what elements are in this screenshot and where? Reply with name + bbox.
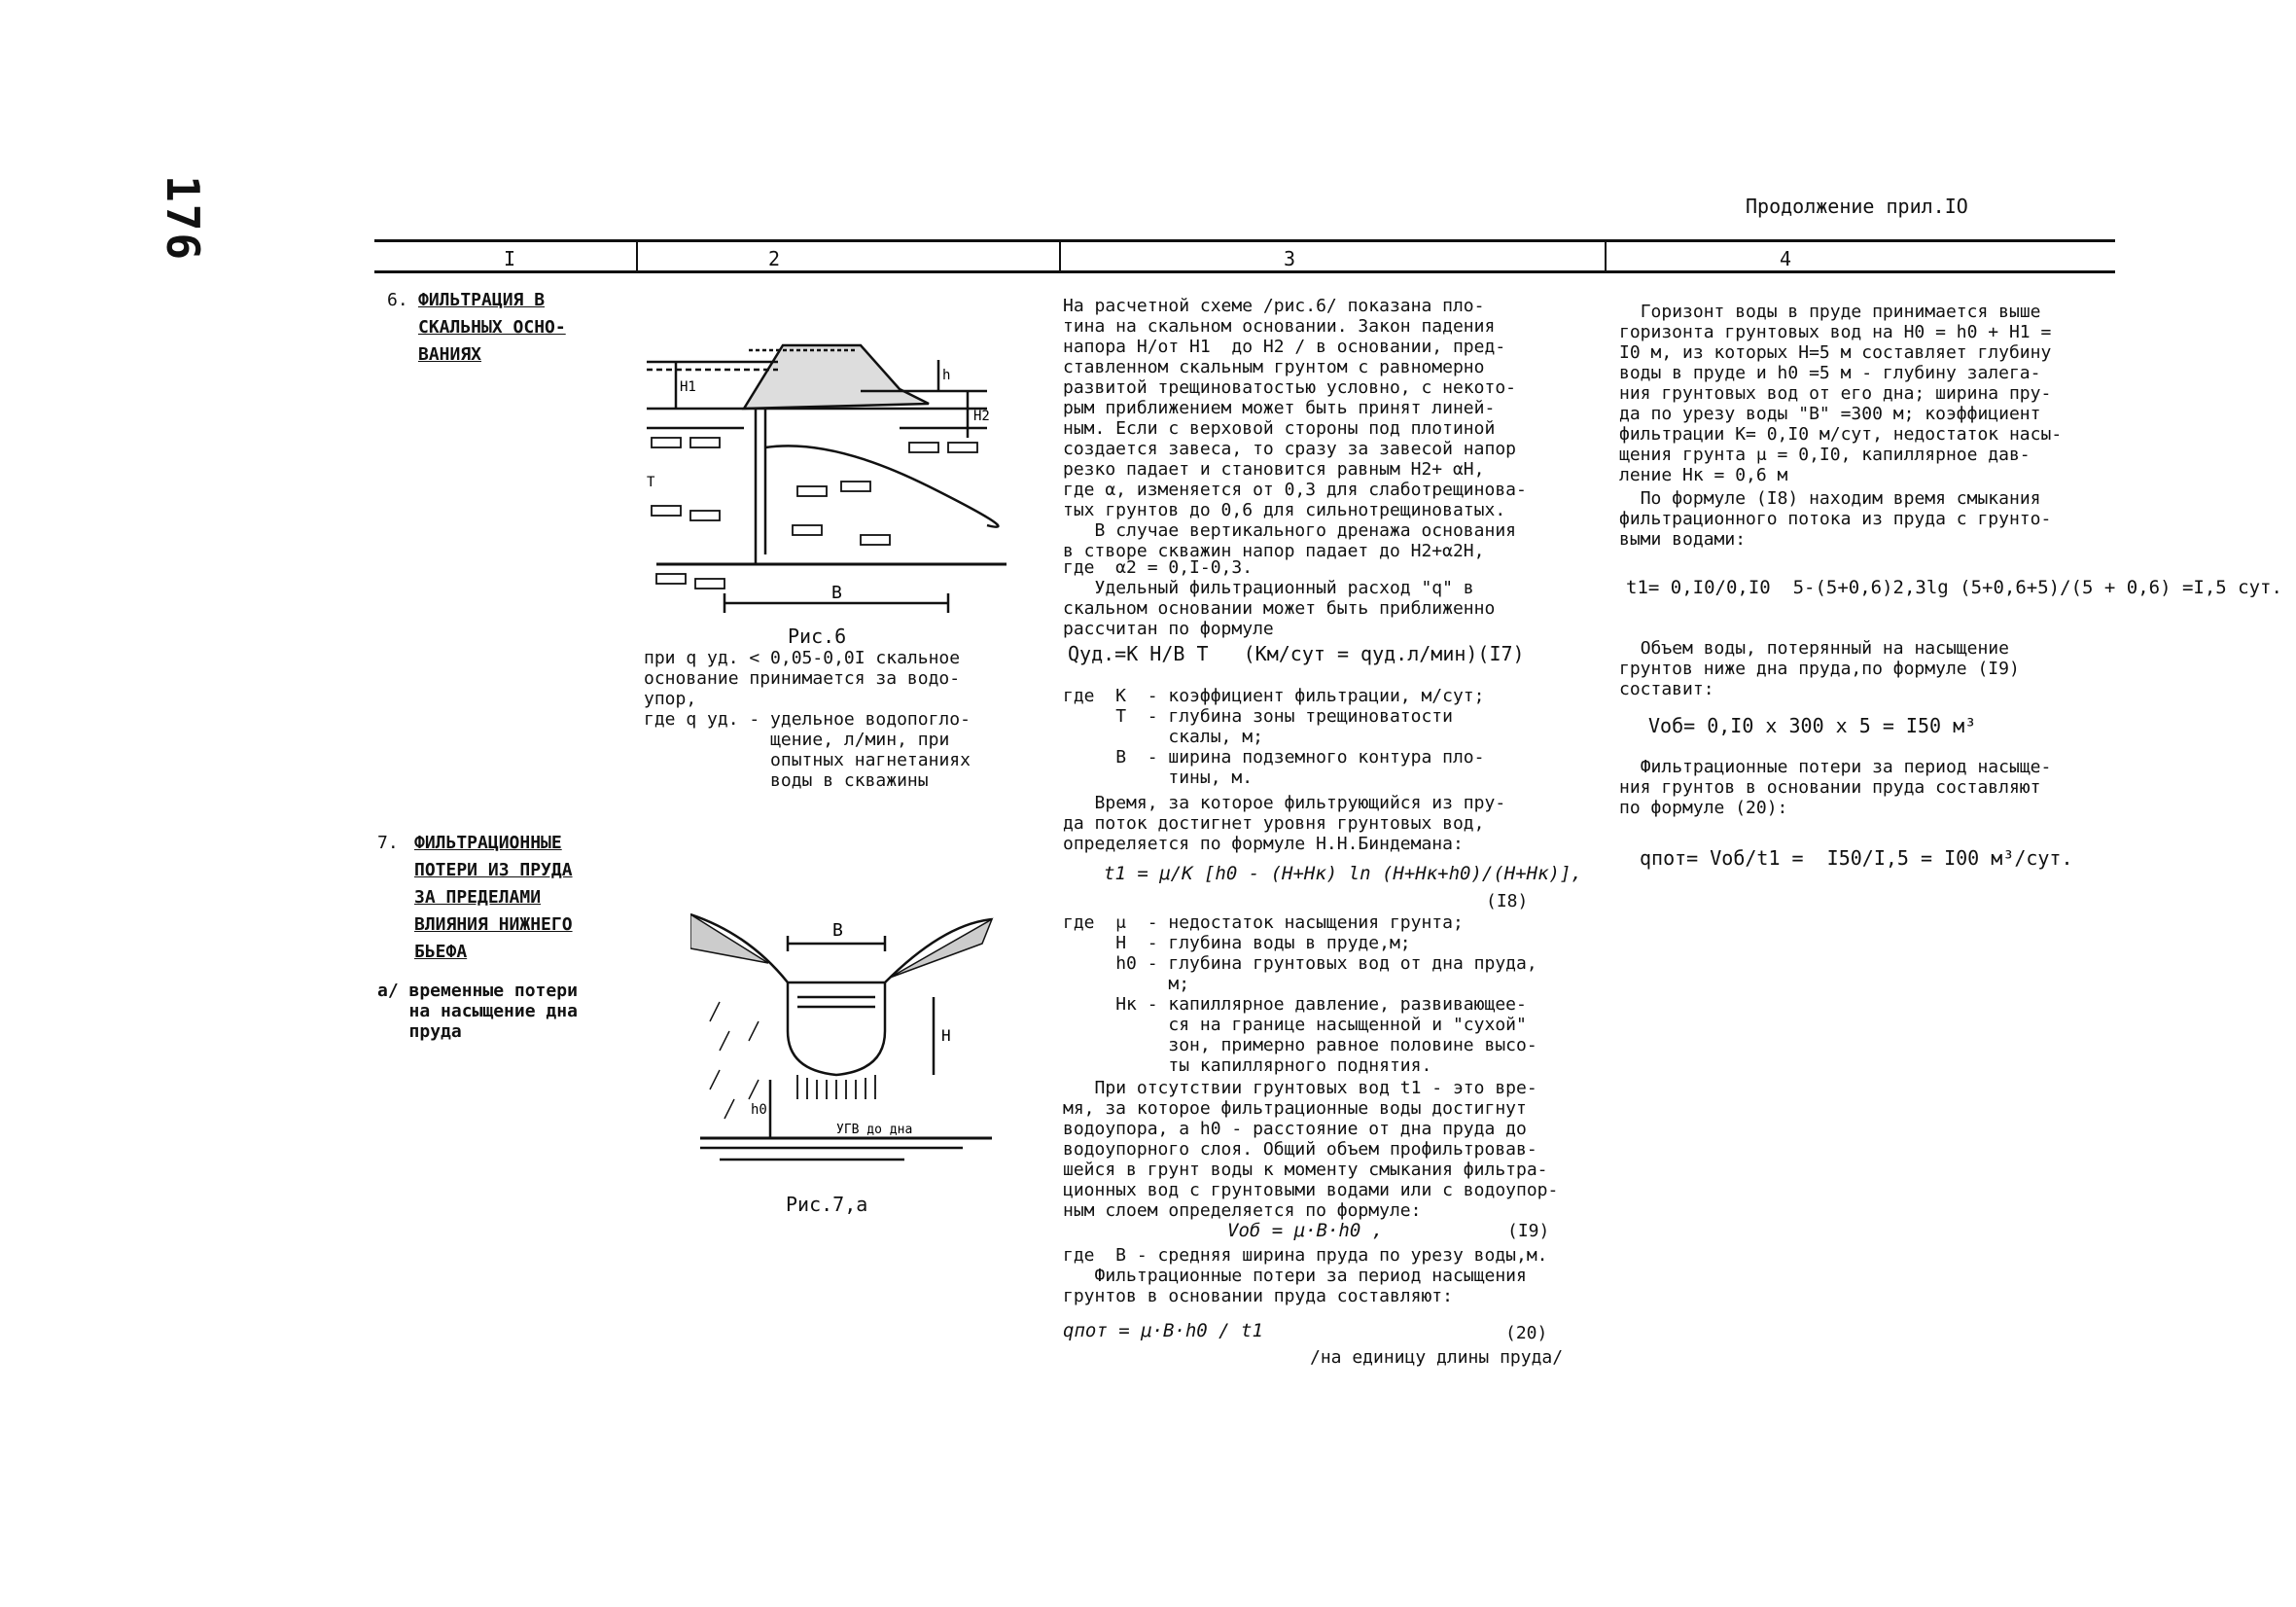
- col4-paragraph-1: Горизонт воды в пруде принимается выше горизонта грунтовых вод на Н0 = h0 + Н1 = I0 м, из которых Н=5 м составляет глубину воды в пруде и h0 =5 м - глубину залега- ния грунтовых вод от его дна; ширина пру- да по урезу воды "В" =300 м; коэффициент фильтрации К= 0,I0 м/сут, недостаток насы- щения грунта μ = 0,I0, капиллярное дав- ление Нк = 0,6 м: [1619, 302, 2063, 485]
- figure-6-caption: Рис.6: [788, 625, 847, 648]
- col4-calculation-1: t1= 0,I0/0,I0 5-(5+0,6)2,3lg (5+0,6+5)/(5 + 0,6) =I,5 сут.: [1626, 577, 2282, 598]
- col3-paragraph-1b: где α2 = 0,I-0,3. Удельный фильтрационный расход "q" в скальном основании может быть приближенно рассчитан по формуле: [1063, 557, 1496, 639]
- col3-paragraph-2: Время, за которое фильтрующийся из пру- да поток достигнет уровня грунтовых вод, определяется по формуле Н.Н.Биндемана:: [1063, 793, 1506, 854]
- continuation-label: Продолжение прил.IO: [1746, 195, 1968, 218]
- col3-definitions-18: где μ - недостаток насыщения грунта; H - глубина воды в пруде,м; h0 - глубина грунтовых вод от дна пруда, м; Hк - капиллярное давление, развивающее- ся на границе насыщенной и "сухой" зон, примерно равное половине высо- ты капиллярного поднятия.: [1063, 912, 1537, 1076]
- column-header-2: 2: [768, 247, 781, 270]
- formula-17: Qуд.=К Н/В Т (Км/сут = qуд.л/мин)(I7): [1068, 642, 1525, 665]
- section6-number: 6.: [387, 290, 408, 310]
- section7-title-line3: ЗА ПРЕДЕЛАМИ: [414, 887, 542, 908]
- formula-18-number: (I8): [1486, 891, 1529, 911]
- formula-20-note: /на единицу длины пруда/: [1310, 1347, 1564, 1368]
- figure-6-dam-diagram: [637, 331, 1026, 623]
- header-divider-3: [1605, 242, 1607, 271]
- header-divider-2: [1059, 242, 1061, 271]
- fig7a-label-b: В: [832, 920, 843, 941]
- figure-7a-caption: Рис.7,а: [786, 1193, 868, 1216]
- fig6-label-t: T: [647, 475, 655, 490]
- section7-title-line2: ПОТЕРИ ИЗ ПРУДА: [414, 860, 573, 880]
- section7-title-line5: БЬЕФА: [414, 942, 468, 962]
- formula-20-number: (20): [1505, 1323, 1548, 1343]
- col4-paragraph-4: Фильтрационные потери за период насыще- ния грунтов в основании пруда составляют по формуле (20):: [1619, 757, 2052, 818]
- column-header-4: 4: [1780, 247, 1792, 270]
- col4-paragraph-3: Объем воды, потерянный на насыщение грунтов ниже дна пруда,по формуле (I9) составит:: [1619, 638, 2020, 699]
- col4-calculation-2: Vоб= 0,I0 x 300 x 5 = I50 м³: [1648, 714, 1977, 737]
- formula-20: qпот = μ·В·h0 / t1: [1063, 1320, 1263, 1341]
- fig6-label-h2: H2: [973, 409, 990, 424]
- section6-title-line3: ВАНИЯХ: [418, 344, 482, 365]
- fig7a-label-h0: h0: [751, 1102, 767, 1118]
- col3-paragraph-4: где В - средняя ширина пруда по урезу воды,м. Фильтрационные потери за период насыщения грунтов в основании пруда составляют:: [1063, 1245, 1548, 1306]
- formula-19-number: (I9): [1507, 1221, 1550, 1241]
- header-divider-1: [636, 242, 638, 271]
- formula-19: Vоб = μ·В·h0 ,: [1227, 1220, 1384, 1241]
- fig7a-label-h: H: [941, 1026, 951, 1045]
- col3-paragraph-1: На расчетной схеме /рис.6/ показана пло- тина на скальном основании. Закон падения напора Н/от Н1 до Н2 / в основании, пред- ставленном скальным грунтом с равномерно развитой трещиноватостью условно, с некото- рым приближением может быть принят линей- ным. Если с верховой стороны под плотиной создается завеса, то сразу за завесой напор резко падает и становится равным Н2+ αН, где α, изменяется от 0,3 для слаботрещинова- тых грунтов до 0,6 для сильнотрещиноватых. В случае вертикального дренажа основания в створе скважин напор падает до Н2+α2Н,: [1063, 296, 1527, 561]
- section7-title-line1: ФИЛЬТРАЦИОННЫЕ: [414, 833, 562, 853]
- fig6-label-h: h: [942, 368, 951, 383]
- page-number: 176: [157, 175, 209, 263]
- col3-definitions-17: где К - коэффициент фильтрации, м/сут; Т - глубина зоны трещиноватости скалы, м; В - ширина подземного контура пло- тины, м.: [1063, 686, 1485, 788]
- figure-6-note: при q уд. < 0,05-0,0I скальное основание принимается за водо- упор, где q уд. - удельное водопогло- щение, л/мин, при опытных нагнетаниях воды в скважины: [644, 648, 971, 791]
- col3-paragraph-3: При отсутствии грунтовых вод t1 - это вре- мя, за которое фильтрационные воды достигнут водоупора, а h0 - расстояние от дна пруда до водоупорного слоя. Общий объем профильтровав- шейся в грунт воды к моменту смыкания фильтра- ционных вод с грунтовыми водами или с водоупор- ным слоем определяется по формуле:: [1063, 1078, 1559, 1221]
- section7-number: 7.: [377, 833, 399, 853]
- fig7a-label-gwl: УГВ до дна: [836, 1123, 913, 1137]
- section7-subitem-a: а/ временные потери на насыщение дна пруда: [377, 981, 578, 1042]
- col4-paragraph-2: По формуле (I8) находим время смыкания фильтрационного потока из пруда с грунто- выми водами:: [1619, 488, 2052, 550]
- column-header-3: 3: [1284, 247, 1296, 270]
- fig6-label-b: В: [831, 583, 842, 603]
- section6-title-line1: ФИЛЬТРАЦИЯ В: [418, 290, 546, 310]
- section6-title-line2: СКАЛЬНЫХ ОСНО-: [418, 317, 566, 338]
- fig6-label-h1: H1: [680, 379, 696, 395]
- col4-calculation-3: qпот= Vоб/t1 = I50/I,5 = I00 м³/сут.: [1640, 846, 2073, 870]
- formula-18: t1 = μ/K [h0 - (H+Hк) ln (H+Hк+h0)/(H+Hк)],: [1104, 863, 1582, 884]
- column-header-1: I: [504, 247, 516, 270]
- section7-title-line4: ВЛИЯНИЯ НИЖНЕГО: [414, 914, 573, 935]
- figure-7a-pond-diagram: [690, 905, 1011, 1196]
